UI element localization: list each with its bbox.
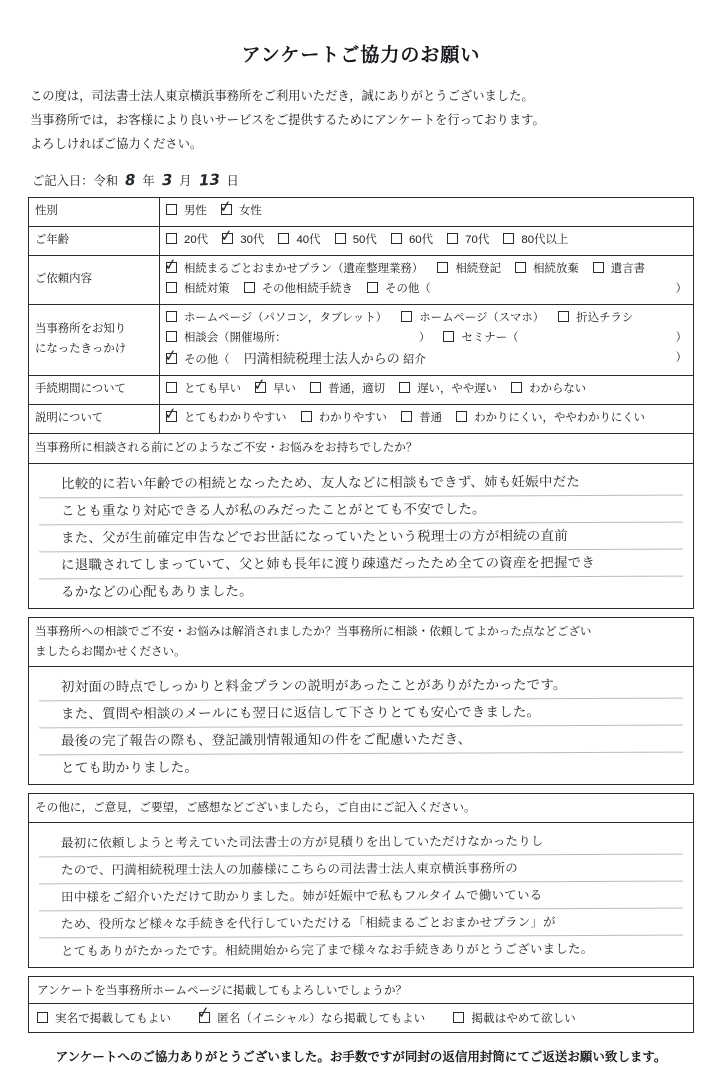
publish-question: アンケートを当事務所ホームページに掲載してもよろしいでしょうか？ [28, 976, 694, 1003]
checkbox-checked-icon[interactable]: ✓ [162, 344, 179, 366]
date-line [32, 171, 694, 189]
checkbox-checked-icon[interactable]: ✓ [195, 1002, 212, 1024]
how-found-other-close: ） [675, 351, 687, 364]
publish-option-no-publish[interactable] [453, 1010, 575, 1026]
how-found-other-handwritten: 円満相続税理士法人からの [243, 351, 400, 367]
date-day-value: 13 [198, 170, 220, 190]
checkbox-unchecked-icon[interactable] [166, 380, 181, 400]
checkbox-unchecked-icon[interactable] [453, 1012, 468, 1025]
how-found-row-2 [166, 329, 687, 349]
request-option-full-package[interactable] [162, 253, 424, 280]
publish-option-anonymous[interactable] [195, 1002, 426, 1026]
gender-options [160, 197, 694, 226]
age-option-80s-plus[interactable] [503, 231, 568, 251]
checkbox-unchecked-icon[interactable] [503, 231, 518, 251]
request-option-planning-label: 相続対策 [184, 282, 230, 295]
checkbox-unchecked-icon[interactable] [391, 231, 406, 251]
answer-1-lines [39, 470, 683, 604]
intro-line-2: 当事務所では，お客様により良いサービスをご提供するためにアンケートを行っております。 [30, 112, 545, 127]
answer-2-line-2: また、質問や相談のメールにも翌日に返信して下さりとても安心できました。 [39, 699, 683, 729]
request-options-row-2 [166, 280, 687, 300]
duration-option-normal-label: 普通，適切 [328, 383, 386, 396]
how-found-option-consultation[interactable] [166, 329, 287, 349]
how-found-option-hp-mobile[interactable] [401, 309, 544, 329]
age-option-20s[interactable] [166, 231, 208, 251]
explanation-option-very-clear-label: とてもわかりやすい [184, 412, 287, 425]
answer-2-area[interactable] [28, 667, 694, 785]
duration-option-fast[interactable] [251, 374, 296, 400]
age-option-60s[interactable] [391, 231, 433, 251]
request-option-full-package-label: 相続まるごとおまかせプラン（遺産整理業務） [184, 262, 424, 275]
checkbox-unchecked-icon[interactable] [593, 260, 608, 280]
checkbox-checked-icon[interactable]: ✓ [217, 196, 234, 217]
how-found-option-flyer-label: 折込チラシ [576, 311, 634, 324]
age-option-70s-label: 70代 [465, 233, 490, 246]
checkbox-checked-icon[interactable]: ✓ [162, 403, 179, 425]
publish-option-real-name-label: 実名で掲載してもよい [55, 1012, 171, 1026]
age-option-70s[interactable] [447, 231, 489, 251]
gender-label: 性別 [29, 197, 160, 226]
request-option-registration-label: 相続登記 [455, 262, 501, 275]
age-option-50s[interactable] [335, 231, 377, 251]
checkbox-unchecked-icon[interactable] [515, 260, 530, 280]
explanation-option-clear-label: わかりやすい [318, 412, 388, 425]
checkbox-unchecked-icon[interactable] [310, 380, 325, 400]
how-found-option-seminar[interactable] [443, 329, 518, 349]
question-3-text: その他に，ご意見，ご要望，ご感想などございましたら，ご自由にご記入ください。 [29, 794, 694, 823]
duration-option-fast-label: 早い [273, 383, 296, 396]
form-table [28, 197, 694, 464]
explanation-option-normal[interactable] [401, 409, 442, 429]
how-found-option-seminar-label: セミナー（ [461, 331, 519, 344]
gender-option-male[interactable] [166, 202, 207, 222]
checkbox-unchecked-icon[interactable] [443, 329, 458, 349]
publish-option-anonymous-label: 匿名（イニシャル）なら掲載してもよい [217, 1012, 426, 1026]
how-found-seminar-close: ） [675, 331, 687, 344]
checkbox-unchecked-icon[interactable] [558, 309, 573, 329]
how-found-option-hp-pc-label: ホームページ（パソコン，タブレット） [184, 311, 388, 324]
question-1-text: 当事務所に相談される前にどのようなご不安・お悩みをお持ちでしたか？ [29, 434, 694, 463]
question-3-table [28, 793, 694, 823]
how-found-option-other[interactable] [162, 344, 230, 371]
answer-3-area[interactable] [28, 823, 694, 968]
checkbox-unchecked-icon[interactable] [399, 380, 414, 400]
age-option-30s[interactable] [218, 225, 265, 251]
age-option-80s-plus-label: 80代以上 [521, 233, 569, 246]
answer-1-area[interactable] [28, 464, 694, 609]
checkbox-unchecked-icon[interactable] [37, 1012, 52, 1025]
request-option-other-close: ） [675, 282, 687, 295]
answer-2-line-3: 最後の完了報告の際も、登記識別情報通知の件をご配慮いただき、 [39, 726, 683, 756]
intro-text [30, 85, 694, 157]
date-year-value: 8 [124, 170, 136, 190]
checkbox-unchecked-icon[interactable] [401, 309, 416, 329]
explanation-options [160, 405, 694, 434]
how-found-label-line2: になったきっかけ [35, 343, 127, 356]
row-question-2 [29, 617, 694, 667]
question-2-line-1: 当事務所への相談でご不安・お悩みは解消されましたか？当事務所に相談・依頼してよかった点などござい [35, 624, 592, 638]
how-found-option-other-label: その他（ [184, 353, 230, 366]
checkbox-checked-icon[interactable]: ✓ [251, 374, 268, 396]
age-options [160, 226, 694, 255]
explanation-option-unclear-label: わかりにくい，ややわかりにくい [474, 412, 646, 425]
request-option-will-label: 遺言書 [610, 262, 646, 275]
checkbox-unchecked-icon[interactable] [437, 260, 452, 280]
answer-2-lines [39, 673, 683, 780]
age-option-40s[interactable] [278, 231, 320, 251]
answer-2-line-4: とても助かりました。 [60, 759, 199, 777]
checkbox-unchecked-icon[interactable] [166, 280, 181, 300]
request-option-other-procedures[interactable] [244, 280, 353, 300]
answer-1-line-5: るかなどの心配もありました。 [60, 583, 253, 600]
request-option-planning[interactable] [166, 280, 230, 300]
row-question-1 [29, 434, 694, 463]
date-month-unit: 月 [179, 173, 192, 188]
checkbox-unchecked-icon[interactable] [166, 231, 181, 251]
date-month-value: 3 [161, 170, 173, 190]
duration-option-very-fast-label: とても早い [184, 383, 241, 396]
request-option-other-procedures-label: その他相続手続き [261, 282, 353, 295]
checkbox-unchecked-icon[interactable] [335, 231, 350, 251]
checkbox-unchecked-icon[interactable] [401, 409, 416, 429]
how-found-option-hp-pc[interactable] [166, 309, 387, 329]
request-option-other-label: その他（ [385, 282, 431, 295]
gender-option-male-label: 男性 [184, 204, 207, 217]
answer-1-line-3: また、父が生前確定申告などでお世話になっていたという税理士の方が相続の直前 [39, 522, 683, 552]
duration-option-slow[interactable] [399, 380, 497, 400]
row-gender [29, 197, 694, 226]
row-age [29, 226, 694, 255]
explanation-option-clear[interactable] [301, 409, 387, 429]
how-found-option-hp-mobile-label: ホームページ（スマホ） [419, 311, 545, 324]
duration-option-unknown-label: わからない [529, 383, 587, 396]
explanation-option-normal-label: 普通 [419, 412, 443, 425]
footer-note: アンケートへのご協力ありがとうございました。お手数ですが同封の返信用封筒にてご返送お願い致します。 [55, 1050, 667, 1065]
duration-option-very-fast[interactable] [166, 380, 241, 400]
request-option-renunciation[interactable] [515, 260, 579, 280]
checkbox-unchecked-icon[interactable] [278, 231, 293, 251]
publish-options [28, 1003, 694, 1033]
age-option-40s-label: 40代 [296, 233, 321, 246]
checkbox-unchecked-icon[interactable] [301, 409, 316, 429]
publish-option-real-name[interactable] [37, 1010, 171, 1026]
page-title: アンケートご協力のお願い [241, 45, 481, 66]
how-found-options [160, 304, 694, 376]
how-found-label-line1: 当事務所をお知り [35, 323, 127, 336]
request-label: ご依頼内容 [29, 255, 160, 304]
answer-3-line-2: たので、円満相続税理士法人の加藤様にこちらの司法書士法人東京横浜事務所の [39, 855, 683, 885]
explanation-label: 説明について [29, 405, 160, 434]
question-2-text [29, 617, 694, 667]
answer-3-line-5: とてもありがたかったです。相続開始から完了まで様々なお手続きありがとうございました。 [60, 941, 594, 959]
explanation-option-very-clear[interactable] [162, 403, 287, 429]
answer-3-line-4: ため、役所など様々な手続きを代行していただける「相続まるごとおまかせプラン」が [39, 909, 683, 939]
request-options-row-1 [162, 253, 687, 280]
intro-line-1: この度は，司法書士法人東京横浜事務所をご利用いただき，誠にありがとうございました。 [30, 89, 534, 103]
date-day-unit: 日 [226, 173, 239, 188]
duration-options [160, 376, 694, 405]
gender-option-female[interactable] [217, 196, 262, 222]
age-label: ご年齢 [29, 226, 160, 255]
request-options [160, 255, 694, 304]
request-option-renunciation-label: 相続放棄 [533, 262, 579, 275]
duration-option-slow-label: 遅い，やや遅い [417, 383, 497, 396]
age-option-30s-label: 30代 [240, 233, 265, 246]
answer-3-line-3: 田中様をご紹介いただけて助かりました。姉が妊娠中で私もフルタイムで働いている [39, 882, 683, 912]
age-option-60s-label: 60代 [408, 233, 433, 246]
explanation-option-unclear[interactable] [456, 409, 645, 429]
how-found-row-3 [162, 344, 687, 372]
how-found-option-flyer[interactable] [558, 309, 633, 329]
date-year-unit: 年 [142, 173, 155, 188]
answer-2-line-1: 初対面の時点でしっかりと料金プランの説明があったことがありがたかったです。 [39, 672, 683, 702]
checkbox-unchecked-icon[interactable] [166, 309, 181, 329]
row-question-3 [29, 794, 694, 823]
request-option-will[interactable] [593, 260, 645, 280]
checkbox-unchecked-icon[interactable] [447, 231, 462, 251]
answer-1-line-2: ことも重なり対応できる人が私のみだったことがとても不安でした。 [39, 495, 683, 525]
gender-option-female-label: 女性 [238, 204, 262, 217]
how-found-option-consultation-label: 相談会（開催場所： [184, 331, 287, 344]
row-request [29, 255, 694, 304]
how-found-label [29, 304, 160, 376]
row-how-found [29, 304, 694, 376]
checkbox-checked-icon[interactable]: ✓ [218, 225, 235, 246]
duration-label: 手続期間について [29, 376, 160, 405]
request-option-other[interactable] [367, 280, 431, 300]
publish-option-no-publish-label: 掲載はやめて欲しい [471, 1012, 576, 1026]
answer-1-line-1: 比較的に若い年齢での相続となったため、友人などに相談もできず、姉も妊娠中だた [39, 468, 683, 498]
answer-3-lines [39, 829, 683, 963]
question-2-table [28, 617, 694, 668]
questionnaire-page [0, 40, 722, 1064]
answer-3-line-1: 最初に依頼しようと考えていた司法書士の方が見積りを出していただけなかったりし [39, 828, 683, 858]
duration-option-normal[interactable] [310, 380, 385, 400]
checkbox-checked-icon[interactable]: ✓ [162, 253, 179, 275]
age-option-50s-label: 50代 [352, 233, 377, 246]
age-option-20s-label: 20代 [184, 233, 209, 246]
answer-1-line-4: に退職されてしまっていて、父と姉も長年に渡り疎遠だったため全ての資産を把握でき [39, 549, 683, 579]
question-2-line-2: ましたらお聞かせください。 [35, 644, 186, 658]
checkbox-unchecked-icon[interactable] [367, 280, 382, 300]
duration-option-unknown[interactable] [511, 380, 586, 400]
checkbox-unchecked-icon[interactable] [456, 409, 471, 429]
checkbox-unchecked-icon[interactable] [511, 380, 526, 400]
how-found-consultation-close: ） [418, 331, 431, 344]
checkbox-unchecked-icon[interactable] [244, 280, 259, 300]
row-duration [29, 376, 694, 405]
date-label: ご記入日：令和 [32, 173, 119, 188]
request-option-registration[interactable] [437, 260, 501, 280]
how-found-row-1 [166, 309, 687, 329]
row-explanation [29, 405, 694, 434]
how-found-other-tail: 紹介 [402, 353, 426, 366]
checkbox-unchecked-icon[interactable] [166, 202, 181, 222]
intro-line-3: よろしければご協力ください。 [30, 136, 203, 151]
